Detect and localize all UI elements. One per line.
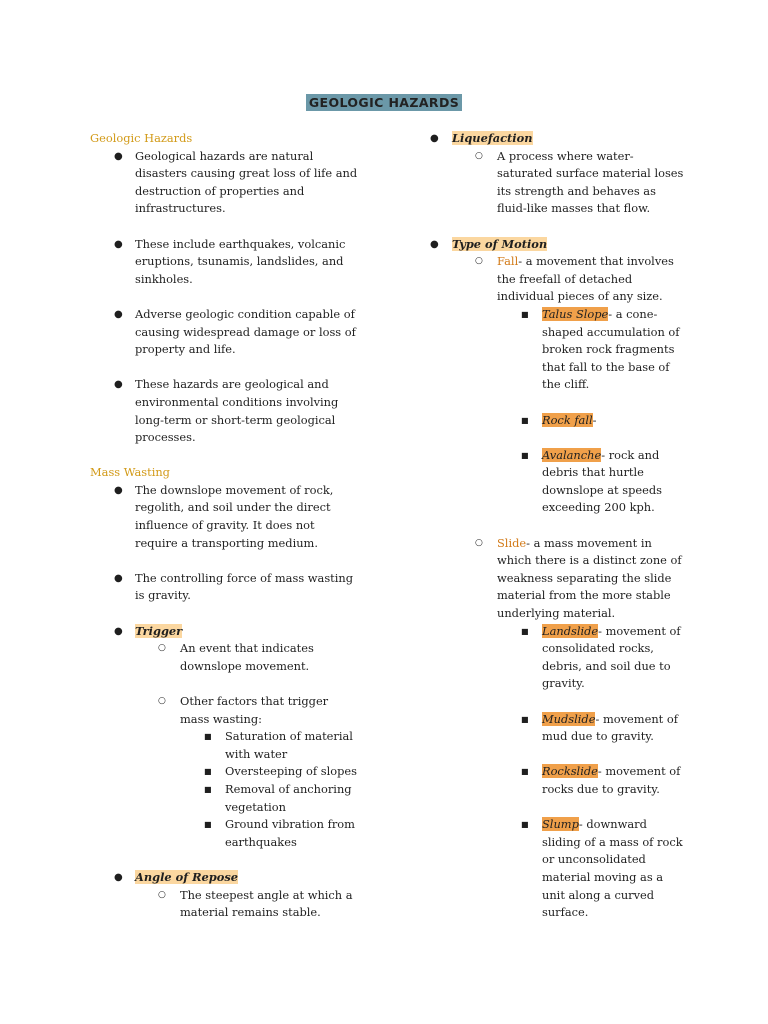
square-bullet-icon: ■ — [204, 732, 212, 742]
list-item: ● The downslope movement of rock, regolith, and soil under the direct influence of gravity. It does not require a transporting medium. — [114, 482, 334, 550]
liquefaction-sublist — [452, 148, 688, 218]
trigger-label: Trigger — [135, 623, 183, 638]
list-item: ○ The steepest angle at which a material remains stable. — [158, 887, 353, 920]
document-title: GEOLOGIC HAZARDS — [306, 94, 462, 111]
list-item: ○ A process where water-saturated surface material loses its strength and behaves as fluid-like masses that flow. — [475, 148, 684, 216]
square-bullet-icon: ■ — [521, 415, 529, 425]
square-bullet-icon: ■ — [521, 626, 529, 636]
square-bullet-icon: ■ — [204, 820, 212, 830]
list-item: ■ Rock fall- — [497, 412, 688, 430]
bullet-icon: ● — [114, 308, 123, 320]
right-column — [428, 130, 688, 922]
square-bullet-icon: ■ — [204, 784, 212, 794]
slide-item — [452, 535, 688, 922]
list-item: ■ Removal of anchoring vegetation — [204, 781, 352, 814]
square-bullet-icon: ■ — [521, 820, 529, 830]
left-column — [90, 130, 360, 922]
bullet-icon: ● — [114, 625, 123, 637]
bullet-icon: ● — [114, 150, 123, 162]
list-item: ● The controlling force of mass wasting is gravity. — [114, 570, 354, 603]
right-list — [428, 130, 688, 922]
list-item: ■ Talus Slope- a cone-shaped accumulation of broken rock fragments that fall to the base of the cliff. — [521, 306, 680, 392]
circle-bullet-icon: ○ — [158, 643, 166, 654]
document-title-wrap — [0, 94, 768, 113]
list-item: ● These include earthquakes, volcanic eruptions, tsunamis, landslides, and sinkholes. — [114, 236, 346, 286]
slide-text: - a mass movement in which there is a distinct zone of weakness separating the slide material from the more stable underlying material. — [497, 535, 682, 621]
list-item: ● Geological hazards are natural disasters causing great loss of life and destruction of properties and infrastructures. — [114, 148, 358, 216]
angle-of-repose-item — [90, 869, 360, 922]
fall-text: - a movement that involves the freefall of detached individual pieces of any size. — [497, 254, 674, 304]
bullet-icon: ● — [114, 484, 123, 496]
list-item: ■ Landslide- movement of consolidated rocks, debris, and soil due to gravity. — [521, 623, 681, 691]
liquefaction-label: Liquefaction — [452, 131, 533, 145]
square-bullet-icon: ■ — [521, 309, 529, 319]
square-bullet-icon: ■ — [521, 714, 529, 724]
fall-types-list — [497, 306, 688, 517]
list-item: ○ Other factors that trigger mass wasting: ■ Saturation of material with water ■ Oversteeping of slopes ■ Removal of anchoring vegetation ■ Ground vibration from earthquakes — [135, 693, 360, 851]
fall-term: Fall — [497, 254, 519, 269]
slide-term: Slide — [497, 535, 527, 550]
list-item: ■ Saturation of material with water — [204, 729, 353, 761]
liquefaction-item — [428, 130, 688, 218]
trigger-factors-list — [180, 728, 360, 851]
fall-item — [452, 253, 688, 517]
circle-bullet-icon: ○ — [475, 150, 483, 161]
mass-wasting-list — [90, 482, 360, 922]
list-item: ■ Ground vibration from earthquakes — [204, 817, 355, 849]
list-item: ● Adverse geologic condition capable of causing widespread damage or loss of property and life. — [114, 306, 356, 357]
square-bullet-icon: ■ — [521, 767, 529, 777]
bullet-icon: ● — [114, 871, 123, 883]
trigger-sublist — [135, 640, 360, 851]
type-of-motion-label: Type of Motion — [452, 236, 548, 251]
bullet-icon: ● — [114, 379, 123, 391]
list-item: ○ An event that indicates downslope movement. — [158, 641, 314, 673]
list-item: ■ Oversteeping of slopes — [180, 763, 360, 781]
trigger-item — [90, 623, 360, 852]
bullet-icon: ● — [114, 572, 123, 584]
circle-bullet-icon: ○ — [475, 537, 483, 548]
circle-bullet-icon: ○ — [158, 889, 166, 900]
list-item: ● These hazards are geological and environmental conditions involving long-term or short-term geological processes. — [114, 377, 339, 445]
list-item: ■ Slump- downward sliding of a mass of rock or unconsolidated material moving as a unit along a curved surface. — [521, 817, 683, 920]
angle-of-repose-label: Angle of Repose — [135, 869, 239, 884]
list-item: ■ Rockslide- movement of rocks due to gravity. — [521, 764, 681, 796]
type-of-motion-item — [428, 236, 688, 922]
geologic-hazards-list — [90, 148, 360, 447]
square-bullet-icon: ■ — [521, 450, 529, 460]
circle-bullet-icon: ○ — [475, 256, 483, 267]
bullet-icon: ● — [430, 133, 439, 144]
bullet-icon: ● — [114, 238, 123, 250]
circle-bullet-icon: ○ — [158, 696, 166, 706]
repose-sublist — [135, 887, 360, 922]
list-item: ■ Mudslide- movement of mud due to gravity. — [521, 711, 678, 744]
square-bullet-icon: ■ — [204, 767, 212, 777]
slide-types-list — [497, 623, 688, 922]
motion-sublist — [452, 253, 688, 922]
bullet-icon: ● — [430, 238, 439, 250]
mass-wasting-heading: Mass Wasting — [90, 465, 170, 480]
list-item: ■ Avalanche- rock and debris that hurtle downslope at speeds exceeding 200 kph. — [521, 447, 662, 515]
geologic-hazards-heading: Geologic Hazards — [90, 131, 193, 145]
